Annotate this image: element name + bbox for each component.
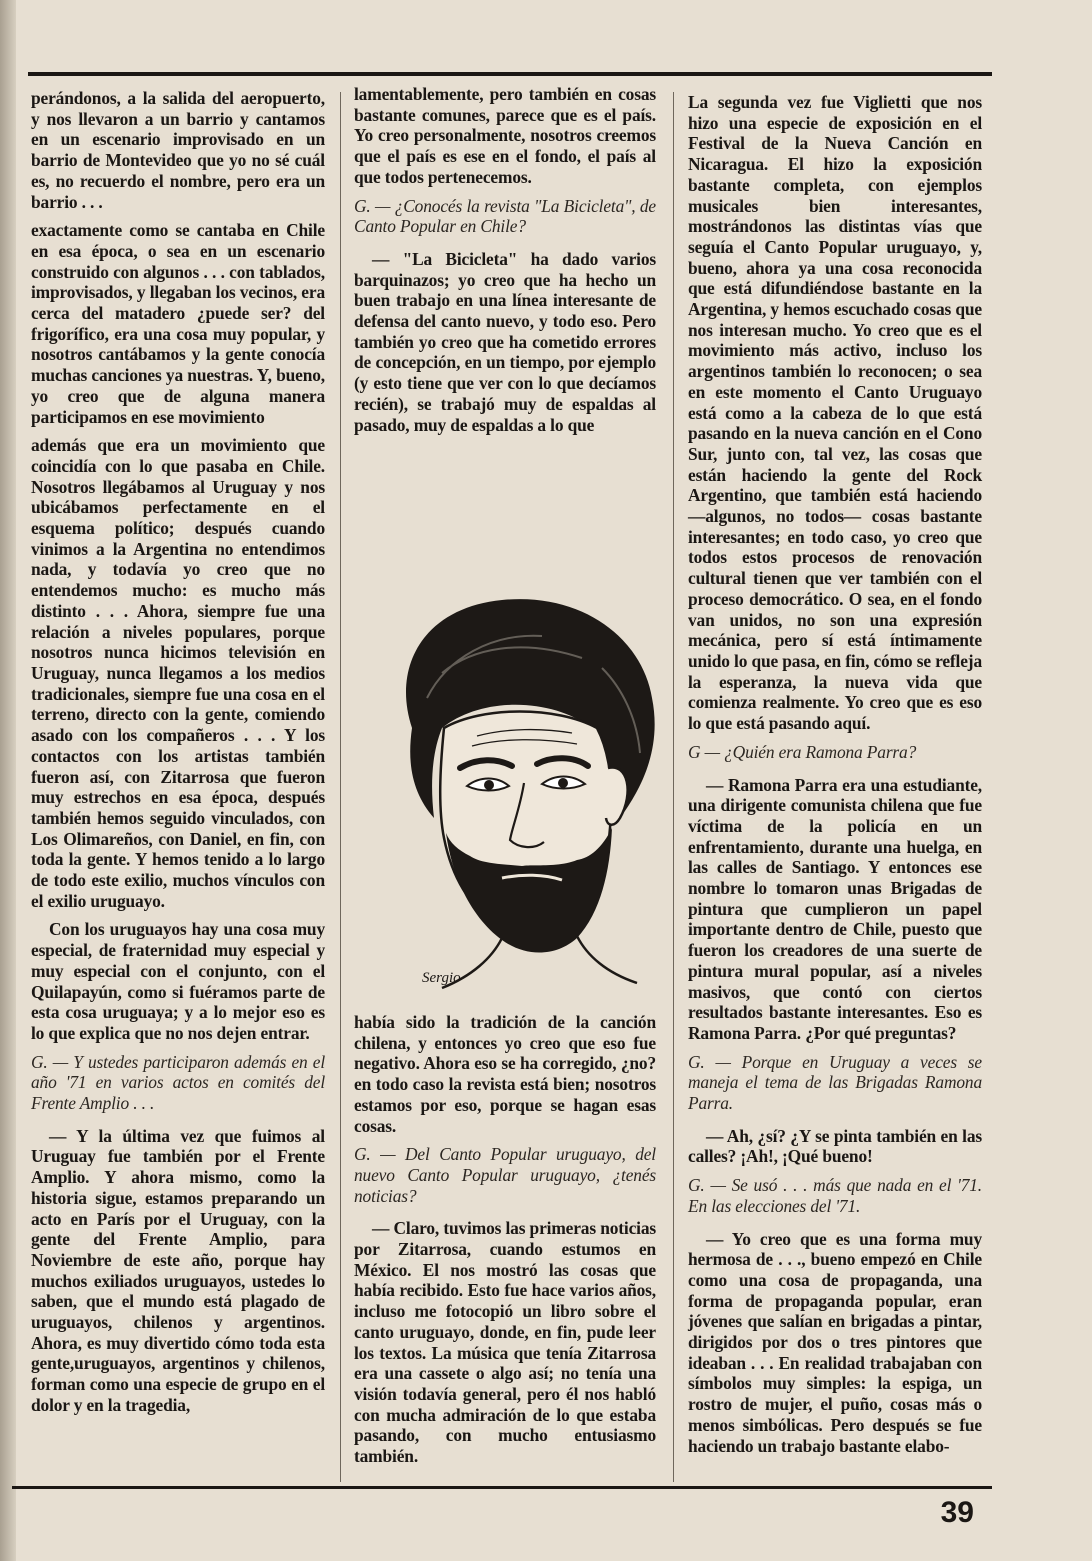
paragraph: exactamente como se cantaba en Chile en esa época, o sea en un escenario construido con algunos . . . con tablados, improvisados, y llegaban los vecinos, era cerca del matadero ¿puede ser? del frigorífico, era una cosa muy popular, y nosotros cantábamos y la gente conocía muchas canciones ya nuestras. Y, bueno, yo creo que de alguna manera participamos en ese movimiento (31, 220, 325, 427)
paragraph: — Y la última vez que fuimos al Uruguay fue también por el Frente Amplio. Y ahora mismo, como la historia sigue, estamos preparando un acto en París por el Uruguay, con la gente del Frente Amplio, para Noviembre de este año, porque hay muchos exiliados uruguayos, ustedes lo saben, que el mundo está plagado de uruguayos, chilenos y argentinos. Ahora, es muy divertido cómo toda esta gente,uruguayos, argentinos y chilenos, forman como una especie de grupo en el dolor y en la tragedia, (31, 1125, 325, 1415)
column-2-bottom (354, 1012, 656, 1475)
interview-question: G — ¿Quién era Ramona Parra? (688, 741, 917, 762)
paragraph: además que era un movimiento que coincidía con lo que pasaba en Chile. Nosotros llegábamos al Uruguay y nos ubicábamos perfectamente en el esquema político; después cuando vinimos a la Argentina no entendimos nada, y todavía yo creo que no entendemos mucho: es mucho más distinto . . . Ahora, siempre fue una relación a niveles populares, porque nosotros nunca hicimos televisión en Uruguay, nunca llegamos a los medios tradicionales, siempre fue una cosa en el terreno, directo con la gente, comiendo asado con los compañeros . . . Y los contactos con los artistas también fueron así, con Zitarrosa que fueron muy estrechos en esa época, después también hemos seguido vinculados, con Los Olimareños, con Daniel, en fin, con toda la gente. Y hemos tenido a lo largo de todo este exilio, muchos vínculos con el exilio uruguayo. (31, 435, 325, 911)
bottom-rule (12, 1486, 992, 1489)
column-2-top (354, 84, 656, 443)
paragraph: perándonos, a la salida del aeropuerto, y nos llevaron a un barrio y cantamos en un escenario improvisado en un barrio de Montevideo que yo no sé cuál es, no recuerdo el nombre, pero era un barrio . . . (31, 88, 325, 212)
page-number: 39 (940, 1496, 974, 1529)
paragraph: — "La Bicicleta" ha dado varios barquinazos; yo creo que ha hecho un buen trabajo en una línea interesante de defensa del canto nuevo, y todo eso. Pero también yo creo que ha cometido errores de concepción, en un tiempo, por ejemplo (y esto tiene que ver con lo que decíamos recién), se trabajó muy de espaldas al pasado, muy de espaldas a lo que (354, 248, 656, 435)
interview-question: G. — Del Canto Popular uruguayo, del nuevo Canto Popular uruguayo, ¿tenés noticias? (354, 1144, 656, 1206)
portrait-illustration (352, 578, 672, 998)
paragraph: lamentablemente, pero también en cosas bastante comunes, parece que es el país. Yo creo personalmente, nosotros creemos que el país es ese en el fondo, el país al que todos pertenecemos. (354, 84, 656, 187)
top-rule (28, 72, 992, 76)
interview-question: G. — Se usó . . . más que nada en el '71. En las elecciones del '71. (688, 1175, 982, 1216)
paragraph: — Claro, tuvimos las primeras noticias por Zitarrosa, cuando estumos en México. El nos mostró las cosas que había recibido. Esto fue hace varios años, incluso me fotocopió un libro sobre el canto uruguayo, donde, en fin, pude leer los textos. La música que tenía Zitarrosa era una cassete o algo así; no tenía una visión todavía general, pero él nos habló con mucha admiración de lo que estaba pasando, con mucho entusiasmo también. (354, 1218, 656, 1467)
column-divider (673, 92, 674, 1482)
paragraph: había sido la tradición de la canción chilena, y entonces yo creo que eso fue negativo. Ahora eso se ha corregido, ¿no? en todo caso la revista está bien; nosotros estamos por eso, porque se hagan esas cosas. (354, 1012, 656, 1136)
interview-question: G. — ¿Conocés la revista "La Bicicleta", de Canto Popular en Chile? (354, 195, 656, 237)
illustration-signature: Sergio (422, 970, 461, 986)
column-divider (340, 92, 341, 1482)
interview-question: G. — Porque en Uruguay a veces se maneja el tema de las Brigadas Ramona Parra. (688, 1051, 982, 1114)
interview-question: G. — Y ustedes participaron además en el año '71 en varios actos en comités del Frente Amplio . . . (31, 1051, 325, 1114)
paragraph: La segunda vez fue Viglietti que nos hizo una especie de exposición en el Festival de la Nueva Canción en Nicaragua. El hizo la exposición bastante completa, con ejemplos musicales bien interesantes, mostrándonos las distintas vías que seguía el Canto Popular uruguayo, y, bueno, ahora ya una cosa reconocida que está difundiéndose bastante en la Argentina, y hemos escuchado cosas que nos interesan mucho. Yo creo que es el movimiento más activo, incluso los argentinos también lo reconocen; o sea en este momento el Canto Uruguayo está como a la cabeza de lo que está pasando en la nueva canción en el Cono Sur, junto con, tal vez, las cosas que están haciendo la gente del Rock Argentino, que también está haciendo —algunos, no todos— cosas bastante interesantes; en todo caso, yo creo que todos estos procesos de renovación cultural tienen que ver también con el proceso democrático. O sea, en el fondo van unidos, no son una expresión mecánica, pero sí está íntimamente unido lo que pasa, en fin, cómo se refleja la esperanza, la nueva vida que comienza realmente. Yo creo que es eso lo que está pasando aquí. (688, 92, 982, 734)
paragraph: Con los uruguayos hay una cosa muy especial, de fraternidad muy especial y muy especial con el conjunto, con el Quilapayún, como si fuéramos parte de esta cosa uruguaya; y a lo mejor eso es lo que explica que no nos dejen entrar. (31, 919, 325, 1043)
page-spine-shadow (0, 0, 16, 1561)
paragraph: — Ah, ¿sí? ¿Y se pinta también en las calles? ¡Ah!, ¡Qué bueno! (688, 1125, 982, 1167)
column-3 (688, 92, 982, 1464)
paragraph: — Ramona Parra era una estudiante, una dirigente comunista chilena que fue víctima de la policía en un enfrentamiento, durante una huelga, en las calles de Santiago. Y entonces ese nombre lo tomaron unas Brigadas de pintura que cumplieron un papel importante dentro de Chile, puesto que fueron los creadores de una suerte de pintura mural popular, así a niveles masivos, que contó con ciertos resultados bastante interesantes. Eso es Ramona Parra. ¿Por qué preguntas? (688, 774, 982, 1043)
column-1 (31, 88, 325, 1424)
paragraph: — Yo creo que es una forma muy hermosa de . . ., bueno empezó en Chile como una cosa de propaganda, una forma de propaganda popular, eran jóvenes que salían en brigadas a pintar, dirigidos por dos o tres pintores que ideaban . . . En realidad trabajaban con símbolos muy simples: la espiga, un rostro de mujer, el puño, cosas más o menos simbólicas. Pero después se fue haciendo un trabajo bastante elabo- (688, 1228, 982, 1456)
